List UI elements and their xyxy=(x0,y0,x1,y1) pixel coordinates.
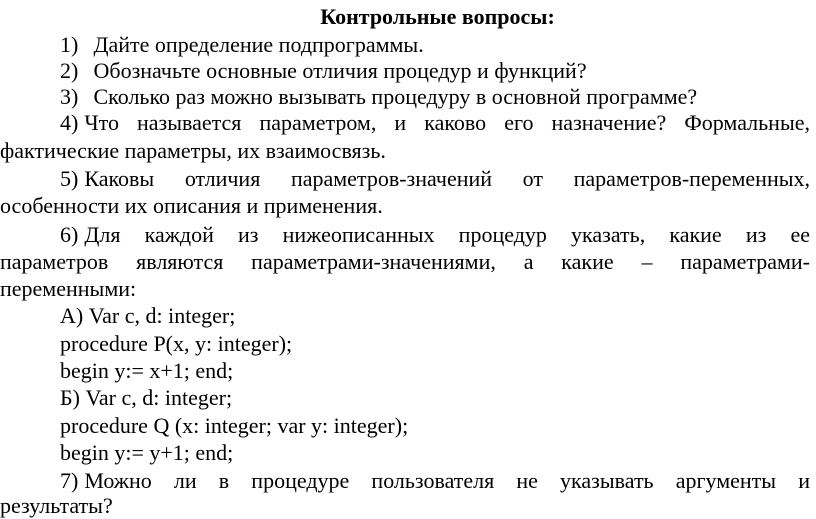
question-number: 4) xyxy=(60,110,79,135)
question-number: 7) xyxy=(60,468,79,493)
question-5 xyxy=(0,166,810,192)
question-7-continuation: результаты? xyxy=(0,493,113,518)
question-3 xyxy=(0,84,810,110)
document-title: Контрольные вопросы: xyxy=(320,4,555,29)
question-2 xyxy=(0,58,810,84)
question-1 xyxy=(0,32,810,58)
code-line: procedure Q (x: integer; var y: integer); xyxy=(60,413,409,438)
question-text: Что называется параметром, и каково его назначение? Формальные, xyxy=(84,110,810,135)
question-number: 6) xyxy=(60,222,79,247)
question-text: Каковы отличия параметров-значений от параметров-переменных, xyxy=(84,166,810,191)
question-number: 3) xyxy=(60,84,79,109)
question-number: 1) xyxy=(60,32,79,57)
code-line: Б) Var c, d: integer; xyxy=(60,385,233,410)
question-number: 5) xyxy=(60,166,79,191)
code-line: А) Var c, d: integer; xyxy=(60,303,236,328)
code-line: begin y:= x+1; end; xyxy=(60,358,234,383)
question-text: Сколько раз можно вызывать процедуру в основной программе? xyxy=(93,84,698,109)
question-4-continuation: фактические параметры, их взаимосвязь. xyxy=(0,138,386,163)
question-text: Обозначьте основные отличия процедур и функций? xyxy=(93,58,587,83)
question-text: Можно ли в процедуре пользователя не указывать аргументы и xyxy=(84,468,810,493)
question-5-continuation: особенности их описания и применения. xyxy=(0,193,383,218)
code-line: procedure P(x, y: integer); xyxy=(60,331,293,356)
question-text: Дайте определение подпрограммы. xyxy=(93,32,424,57)
question-6 xyxy=(0,222,810,248)
question-number: 2) xyxy=(60,58,79,83)
code-line: begin y:= y+1; end; xyxy=(60,440,234,465)
question-6-continuation: параметров являются параметрами-значениями, а какие – параметрами- xyxy=(0,249,810,274)
question-4 xyxy=(0,110,810,136)
question-text: Для каждой из нижеописанных процедур указать, какие из ее xyxy=(84,222,810,247)
question-7 xyxy=(0,468,810,494)
question-6-continuation-2: переменными: xyxy=(0,276,137,301)
